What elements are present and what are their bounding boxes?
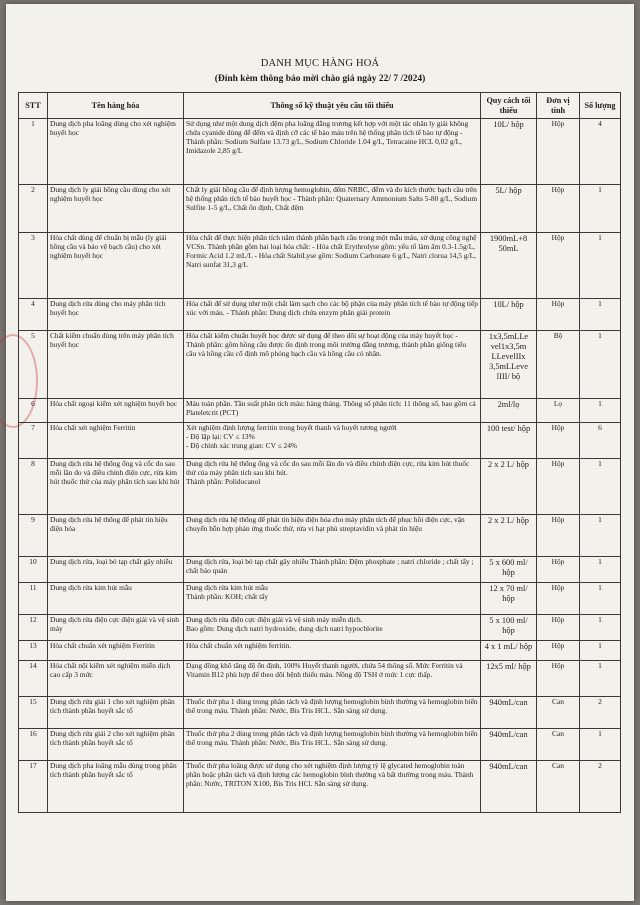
row-pack: 12 x 70 ml/ hộp [481, 583, 537, 615]
row-qty: 1 [580, 661, 621, 697]
row-pack: 100 test/ hộp [481, 423, 537, 459]
row-qty: 1 [580, 515, 621, 557]
table-row [19, 661, 621, 697]
row-unit: Hộp [537, 661, 580, 697]
document-subtitle: (Đính kèm thông báo mời chào giá ngày 22/ 7 /2024) [214, 74, 426, 84]
row-unit: Bộ [537, 331, 580, 399]
row-unit: Can [537, 697, 580, 729]
row-name: Dung dịch rửa giải 1 cho xét nghiệm phân tích thành phần huyết sắc tố [48, 697, 184, 729]
row-unit: Hộp [537, 423, 580, 459]
row-pack: 2 x 2 L/ hộp [481, 515, 537, 557]
row-name: Dung dịch pha loãng dùng cho xét nghiệm huyết học [48, 119, 184, 185]
document-page [6, 4, 634, 901]
row-name: Dung dịch rửa, loại bỏ tạp chất gây nhiễu [48, 557, 184, 583]
row-unit: Hộp [537, 615, 580, 641]
table-row [19, 697, 621, 729]
row-name: Dung dịch rửa hệ thống ống và cốc đo sau mỗi lần đo và điều chỉnh điện cực, rửa kim hút thuốc thử của máy phân tích sau khi hút [48, 459, 184, 515]
table-row [19, 459, 621, 515]
row-qty: 1 [580, 583, 621, 615]
row-stt: 9 [19, 515, 48, 557]
row-qty: 2 [580, 697, 621, 729]
row-name: Dung dịch rửa hệ thống để phát tín hiệu điện hóa [48, 515, 184, 557]
row-stt: 8 [19, 459, 48, 515]
table-row [19, 729, 621, 761]
goods-table [18, 92, 621, 813]
row-unit: Hộp [537, 641, 580, 661]
row-qty: 1 [580, 557, 621, 583]
row-unit: Hộp [537, 185, 580, 233]
row-name: Dung dịch ly giải hồng cầu dùng cho xét nghiệm huyết học [48, 185, 184, 233]
row-name: Hóa chất dùng để chuẩn bị mẫu (ly giải hồng cầu và bảo vệ bạch cầu) cho xét nghiệm huyết học [48, 233, 184, 299]
row-stt: 1 [19, 119, 48, 185]
row-name: Dung dịch pha loãng mẫu dùng trong phân tích thành phần huyết sắc tố [48, 761, 184, 813]
row-spec: Sử dụng như một dung dịch đệm pha loãng đẳng trương kết hợp với một tác nhân ly giải không chứa cyanide dùng để đếm và định cỡ các tế bào máu trên hệ thống phân tích tế bào tự động - Thành phần: Sodium Sulfate 13.73 g/L, Sodium Chloride 1.04 g/L, Tetracaine HCL 0,02 g/L, Imidazole 2,85 g/L [184, 119, 481, 185]
row-qty: 1 [580, 185, 621, 233]
row-unit: Hộp [537, 515, 580, 557]
row-pack: 5 x 100 ml/ hộp [481, 615, 537, 641]
row-spec: Thuốc thử pha 2 dùng trong phân tách và định lượng hemoglobin bình thường và hemoglobin biến thể trong máu. Thành phần: Nước, Bis Tris HCL. Sẵn sàng sử dụng. [184, 729, 481, 761]
row-qty: 1 [580, 729, 621, 761]
row-pack: 2ml/lọ [481, 399, 537, 423]
row-qty: 6 [580, 423, 621, 459]
row-stt: 16 [19, 729, 48, 761]
row-unit: Hộp [537, 119, 580, 185]
row-stt: 6 [19, 399, 48, 423]
row-qty: 1 [580, 331, 621, 399]
row-name: Dung dịch rửa giải 2 cho xét nghiệm phân tích thành phần huyết sắc tố [48, 729, 184, 761]
row-spec: Máu toàn phần. Tần suất phân tích máu: hàng tháng. Thông số phân tích: 11 thông số, bao gồm cả Plateletcrit (PCT) [184, 399, 481, 423]
row-spec: Thuốc thử pha loãng được sử dụng cho xét nghiệm định lượng tỷ lệ glycated hemoglobin toàn phần hoặc phân tách và định lượng các hemoglobin bình thường và bất thường trong máu. Thành phần: Nước, TRITON X100, Bis Tris HCl. Sẵn sàng sử dụng. [184, 761, 481, 813]
row-qty: 1 [580, 233, 621, 299]
row-qty: 1 [580, 299, 621, 331]
row-unit: Hộp [537, 583, 580, 615]
row-pack: 5L/ hộp [481, 185, 537, 233]
table-header-row [19, 93, 621, 119]
table-row [19, 399, 621, 423]
table-row [19, 641, 621, 661]
table-row [19, 185, 621, 233]
row-qty: 1 [580, 399, 621, 423]
row-pack: 940mL/can [481, 729, 537, 761]
header-name: Tên hàng hóa [48, 93, 184, 119]
row-unit: Can [537, 729, 580, 761]
row-spec: Dạng đông khô tăng độ ổn định, 100% Huyết thanh người, chứa 54 thông số. Mức Ferritin và Vitamin B12 phù hợp để theo dõi bệnh thiếu máu. Nồng độ TSH ở mức 1 cực thấp. [184, 661, 481, 697]
row-qty: 1 [580, 615, 621, 641]
row-spec: Dung dịch rửa hệ thống ống và cốc đo sau mỗi lần đo và điều chỉnh điện cực, rửa kim hút thuốc thử của máy phân tích sau khi hút. Thành phần: Polidocanol [184, 459, 481, 515]
table-row [19, 515, 621, 557]
table-row [19, 557, 621, 583]
row-spec: Dung dịch rửa kim hút mẫu Thành phần: KOH; chất tẩy [184, 583, 481, 615]
header-pack: Quy cách tối thiểu [481, 93, 537, 119]
row-qty: 1 [580, 641, 621, 661]
row-pack: 4 x 1 mL/ hộp [481, 641, 537, 661]
row-stt: 2 [19, 185, 48, 233]
table-row [19, 583, 621, 615]
row-stt: 4 [19, 299, 48, 331]
row-qty: 1 [580, 459, 621, 515]
row-stt: 3 [19, 233, 48, 299]
header-qty: Số lượng [580, 93, 621, 119]
row-spec: Hóa chất để sử dụng như một chất làm sạch cho các bộ phận của máy phân tích tế bào tự động tiếp xúc với máu. - Thành phần: Dung dịch chứa enzym phân giải protein [184, 299, 481, 331]
row-pack: 940mL/can [481, 761, 537, 813]
row-spec: Hóa chất để thực hiện phân tích năm thành phần bạch cầu trong một mẫu máu, sử dụng công nghệ VCSn. Thành phần gồm hai loại hóa chất: - Hóa chất Erythrolyse gồm: yếu tố làm ẩm 0.3-1.5g/L, Formic Acid 1.2 mL/L - Hóa chất StabiLyse gồm: Sodium Carbonate 6 g/L, Natri clorua 14,5 g/L, Natri sunfat 31,3 g/L [184, 233, 481, 299]
table-row [19, 331, 621, 399]
row-stt: 7 [19, 423, 48, 459]
row-pack: 5 x 600 ml/ hộp [481, 557, 537, 583]
table-row [19, 615, 621, 641]
row-stt: 14 [19, 661, 48, 697]
row-pack: 2 x 2 L/ hộp [481, 459, 537, 515]
row-spec: Thuốc thử pha 1 dùng trong phân tách và định lượng hemoglobin bình thường và hemoglobin biến thể trong máu. Thành phần: Nước, Bis Tris HCL. Sẵn sàng sử dụng. [184, 697, 481, 729]
row-stt: 11 [19, 583, 48, 615]
row-qty: 4 [580, 119, 621, 185]
header-stt: STT [19, 93, 48, 119]
row-qty: 2 [580, 761, 621, 813]
table-row [19, 119, 621, 185]
row-pack: 1900mL+8 50mL [481, 233, 537, 299]
header-unit: Đơn vị tính [537, 93, 580, 119]
row-unit: Hộp [537, 299, 580, 331]
row-stt: 12 [19, 615, 48, 641]
row-pack: 12x5 ml/ hộp [481, 661, 537, 697]
row-pack: 940mL/can [481, 697, 537, 729]
table-row [19, 233, 621, 299]
row-name: Dung dịch rửa điện cực điện giải và vệ sinh máy [48, 615, 184, 641]
table-row [19, 761, 621, 813]
row-unit: Hộp [537, 557, 580, 583]
row-unit: Hộp [537, 459, 580, 515]
row-spec: Hóa chất chuẩn xét nghiệm ferritin. [184, 641, 481, 661]
row-spec: Chất ly giải hồng cầu để định lượng hemoglobin, đếm NRBC, đếm và đo kích thước bạch cầu trên hệ thống phân tích tế bào huyết học - Thành phần: Quaternary Ammonium Salts 5-80 g/L, Sodium Sulfite 1-5 g/L, Chất ổn định, Chất đệm [184, 185, 481, 233]
row-unit: Hộp [537, 233, 580, 299]
document-title: DANH MỤC HÀNG HOÁ [260, 58, 380, 69]
row-stt: 5 [19, 331, 48, 399]
row-spec: Dung dịch rửa hệ thống để phát tín hiệu điện hóa cho máy phân tích để phục hồi điện cực, vận chuyển hỗn hợp phản ứng thuốc thử, rửa vi hạt phủ streptavidin và phát tín hiệu [184, 515, 481, 557]
row-spec: Xét nghiệm định lượng ferritin trong huyết thanh và huyết tương người - Độ lặp lại: CV ≤ 13% - Độ chính xác trung gian: CV ≤ 24% [184, 423, 481, 459]
row-spec: Dung dịch rửa điện cực điện giải và vệ sinh máy miễn dịch. Bao gồm: Dung dịch natri hydroxide, dung dịch natri hypochlorite [184, 615, 481, 641]
row-name: Dung dịch rửa kim hút mẫu [48, 583, 184, 615]
row-name: Hóa chất chuẩn xét nghiệm Ferritin [48, 641, 184, 661]
row-name: Chất kiểm chuẩn dùng trên máy phân tích huyết học [48, 331, 184, 399]
row-unit: Lọ [537, 399, 580, 423]
row-pack: 10L/ hộp [481, 299, 537, 331]
row-stt: 13 [19, 641, 48, 661]
table-row [19, 299, 621, 331]
row-name: Hóa chất ngoại kiểm xét nghiệm huyết học [48, 399, 184, 423]
row-name: Dung dịch rửa dùng cho máy phân tích huyết học [48, 299, 184, 331]
row-spec: Hóa chất kiểm chuẩn huyết học được sử dụng để theo dõi sự hoạt động của máy huyết học - Thành phần: gồm hồng cầu được ổn định trong môi trường đẳng trương, thành phần giống tiểu cầu và hồng cầu cố định mô phỏng bạch cầu và hồng cầu có nhân. [184, 331, 481, 399]
row-name: Hóa chất nội kiểm xét nghiệm miễn dịch cao cấp 3 mức [48, 661, 184, 697]
row-spec: Dung dịch rửa, loại bỏ tạp chất gây nhiễu Thành phần: Đệm phosphate ; natri chloride ; chất tẩy ; chất bảo quản [184, 557, 481, 583]
row-name: Hóa chất xét nghiệm Ferritin [48, 423, 184, 459]
table-row [19, 423, 621, 459]
row-pack: 10L/ hộp [481, 119, 537, 185]
header-spec: Thông số kỹ thuật yêu cầu tối thiểu [184, 93, 481, 119]
row-unit: Can [537, 761, 580, 813]
row-stt: 17 [19, 761, 48, 813]
row-stt: 10 [19, 557, 48, 583]
row-pack: 1x3,5mLLe vel1x3,5m LLevelIIx 3,5mLLeve lIII/ bộ [481, 331, 537, 399]
row-stt: 15 [19, 697, 48, 729]
